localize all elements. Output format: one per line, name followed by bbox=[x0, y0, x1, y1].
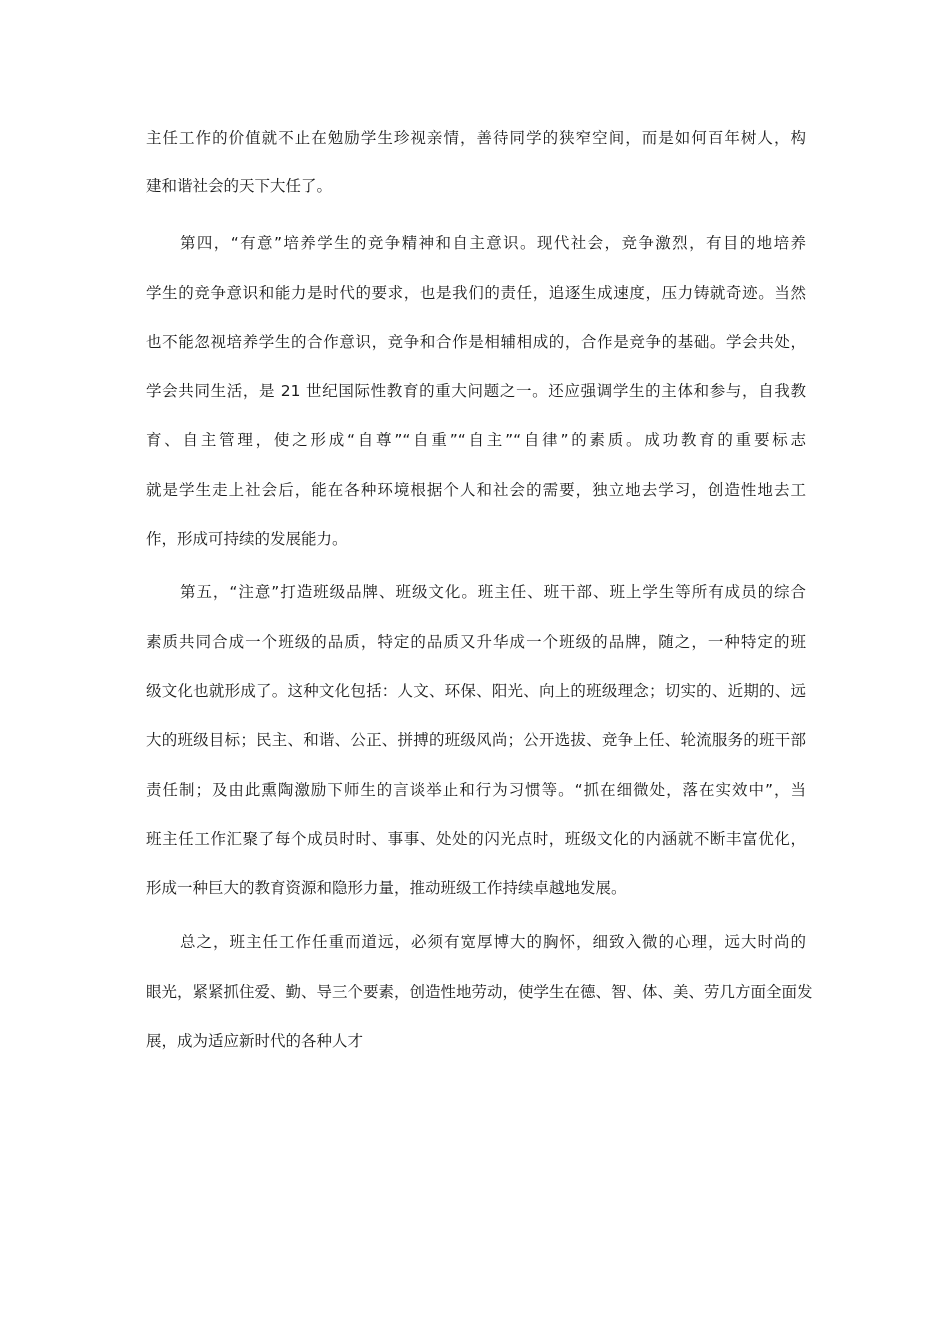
paragraph-fourth-line-3: 也不能忽视培养学生的合作意识，竞争和合作是相辅相成的，合作是竞争的基础。学会共处， bbox=[146, 333, 806, 351]
paragraph-fourth-line-1: 第四，“有意”培养学生的竞争精神和自主意识。现代社会，竞争激烈，有目的地培养 bbox=[180, 234, 806, 252]
paragraph-fifth-line-6: 班主任工作汇聚了每个成员时时、事事、处处的闪光点时，班级文化的内涵就不断丰富优化， bbox=[146, 830, 806, 848]
paragraph-fifth-line-3: 级文化也就形成了。这种文化包括：人文、环保、阳光、向上的班级理念；切实的、近期的、远 bbox=[146, 682, 806, 700]
paragraph-fourth-line-2: 学生的竞争意识和能力是时代的要求，也是我们的责任，追逐生成速度，压力铸就奇迹。当然 bbox=[146, 284, 806, 302]
paragraph-conclusion-line-3: 展，成为适应新时代的各种人才 bbox=[146, 1032, 364, 1050]
paragraph-continued-line-1: 主任工作的价值就不止在勉励学生珍视亲情，善待同学的狭窄空间，而是如何百年树人，构 bbox=[146, 129, 806, 147]
paragraph-continued-line-2: 建和谐社会的天下大任了。 bbox=[146, 177, 333, 195]
paragraph-fifth-line-1: 第五，“注意”打造班级品牌、班级文化。班主任、班干部、班上学生等所有成员的综合 bbox=[180, 583, 806, 601]
paragraph-conclusion-line-2: 眼光，紧紧抓住爱、勤、导三个要素，创造性地劳动，使学生在德、智、体、美、劳几方面全面发 bbox=[146, 983, 813, 1001]
paragraph-fifth-line-5: 责任制；及由此熏陶激励下师生的言谈举止和行为习惯等。“抓在细微处，落在实效中”，当 bbox=[146, 781, 806, 799]
paragraph-fifth-line-4: 大的班级目标；民主、和谐、公正、拼搏的班级风尚；公开选拔、竞争上任、轮流服务的班干部 bbox=[146, 731, 806, 749]
paragraph-fifth-line-2: 素质共同合成一个班级的品质，特定的品质又升华成一个班级的品牌，随之，一种特定的班 bbox=[146, 633, 806, 651]
paragraph-fourth-line-7: 作，形成可持续的发展能力。 bbox=[146, 530, 348, 548]
paragraph-fourth-line-6: 就是学生走上社会后，能在各种环境根据个人和社会的需要，独立地去学习，创造性地去工 bbox=[146, 481, 806, 499]
paragraph-fourth-line-4: 学会共同生活，是 21 世纪国际性教育的重大问题之一。还应强调学生的主体和参与，自我教 bbox=[146, 382, 806, 400]
paragraph-fifth-line-7: 形成一种巨大的教育资源和隐形力量，推动班级工作持续卓越地发展。 bbox=[146, 879, 627, 897]
paragraph-conclusion-line-1: 总之，班主任工作任重而道远，必须有宽厚博大的胸怀，细致入微的心理，远大时尚的 bbox=[180, 933, 806, 951]
paragraph-fourth-line-5: 育、自主管理，使之形成“自尊”“自重”“自主”“自律”的素质。成功教育的重要标志 bbox=[146, 431, 806, 449]
